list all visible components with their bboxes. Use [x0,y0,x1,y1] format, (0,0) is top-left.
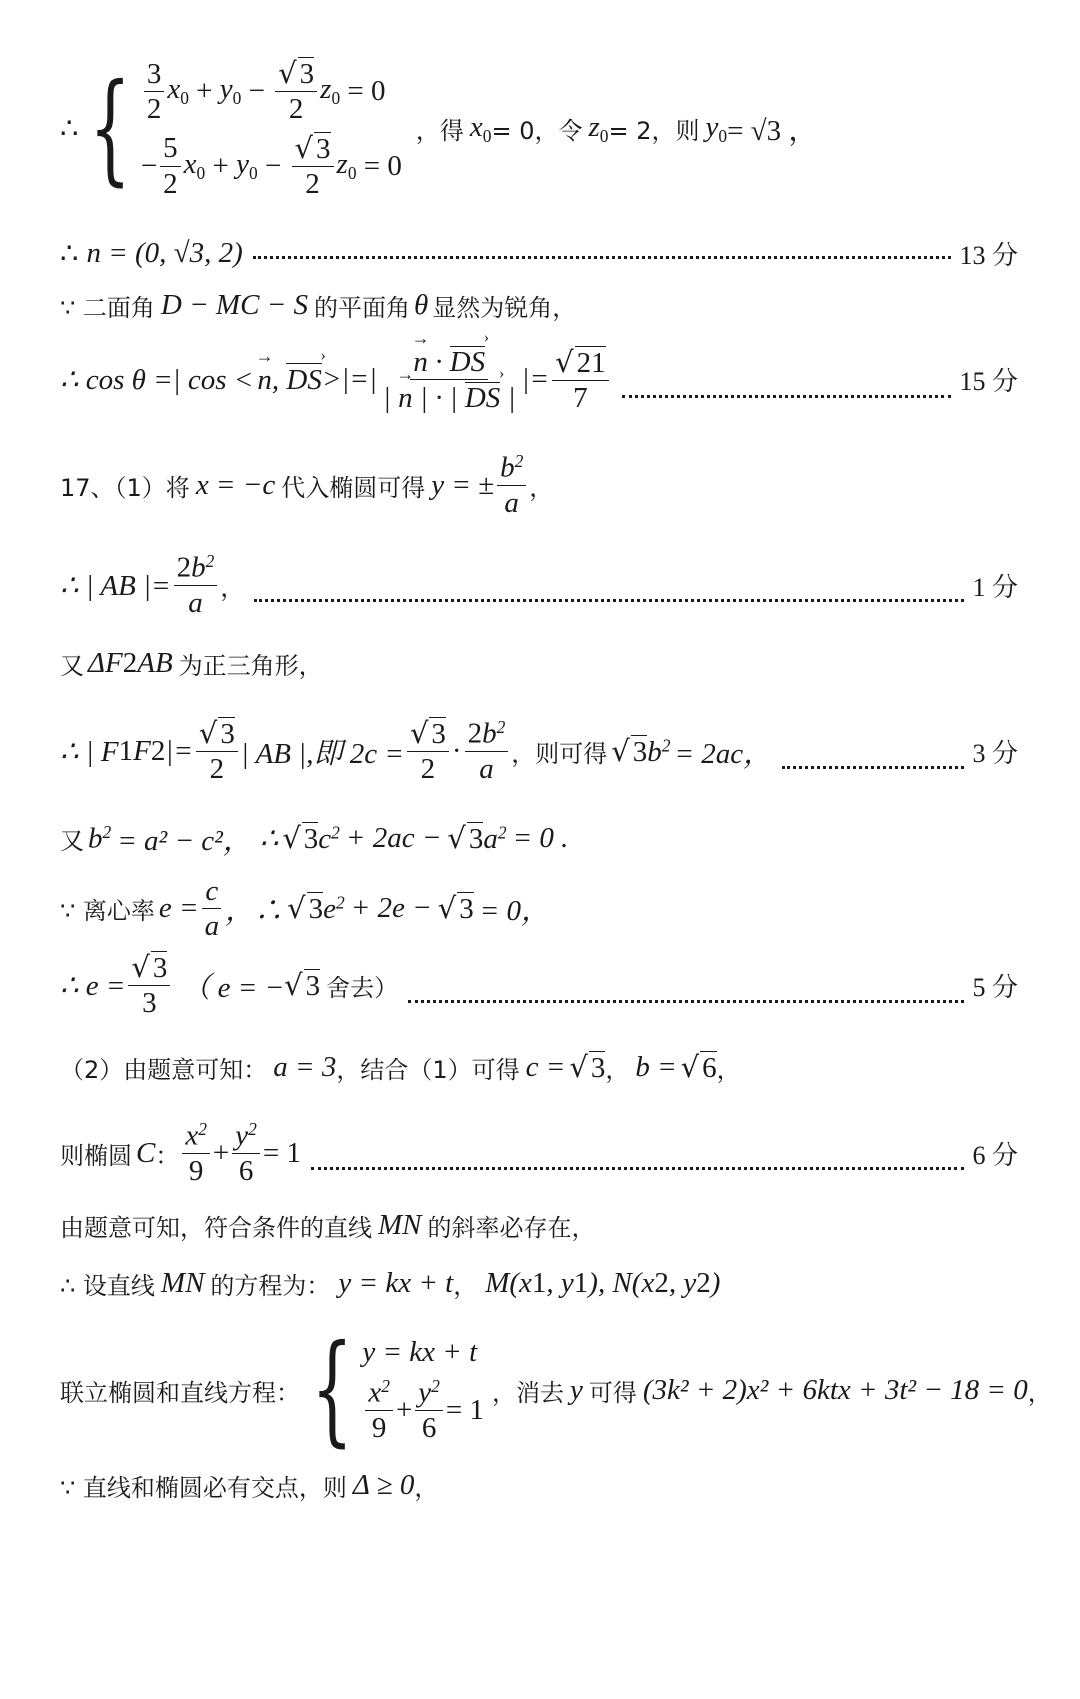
dihedral-angle-line [60,288,1018,323]
text: 则椭圆 [60,1141,132,1170]
question-label: 17、（1）将 [60,473,190,502]
math: θ [414,289,429,321]
math: b = [635,1051,677,1083]
math: y = ± [431,468,495,501]
text: 的平面角 [314,294,410,322]
math: ∴ e = [60,969,126,1002]
text: ∵ 离心率 [60,897,155,926]
e-result-line: ∴ e = $\frac{√ 3}{3}$ （ e = − √ 3 舍去） 5 分 [60,950,1018,1020]
math: MN [160,1267,205,1299]
math: y [569,1373,583,1406]
math: （ e = − [181,971,285,1004]
dot-leader [622,371,952,398]
text: ∵ 直线和椭圆必有交点，则 [60,1474,347,1502]
text: 联立椭圆和直线方程： [60,1378,300,1407]
math: ) [710,1267,721,1299]
system-eq-2: − $\frac{5}{2}$ $x_0$ + $y_0$ − $\frac{√ 3}{2}$ $z_0$ = 0 [140,130,402,201]
equation-system-1: ∴ { $\frac{3}{2}$ $x_0$ + $y_0$ − $\frac{√ 3}{2}$ $z_0$ = 0 − $\frac{5}{2}$ $x_0$ + $y_0$ − $\frac{√ 3}{2}$ $z_0$ = 0 ，得 $x_0$ = 0，令 $z_0$ = 2，则 $y_0$ = √3 ， [60,56,818,201]
math: y = kx + t [338,1267,454,1299]
math: + 2e − [350,892,432,925]
math: x = −c [195,468,276,501]
text: ， [605,1056,630,1084]
text-de: ，得 [415,117,464,146]
cos-fraction: → $\frac{n \cdot DS ›}{| \to n | \cdot | DS › |}$ [380,346,519,414]
system-equations [141,58,402,200]
text: ： [155,1141,180,1170]
math: = 1 [445,1394,484,1426]
text: ， [716,1056,741,1084]
dot-leader [408,976,964,1003]
math: c = [525,1051,566,1083]
math: e = [158,892,199,925]
math: | AB |,即 2c = [240,737,404,770]
math: = 0， [479,895,551,928]
math: , y [546,1267,574,1299]
math: = 1 [262,1136,301,1169]
score-6: 6 分 [972,1140,1018,1170]
text: ，消去 [491,1378,564,1407]
math: · [451,734,462,767]
dot-leader [311,1143,965,1170]
text: ∵ 二面角 [60,294,155,322]
triangle-line: 又 ΔF 2 AB 为正三角形， [60,647,323,680]
math: ΔF [88,647,123,679]
text: ， [220,573,245,602]
therefore: ∴ [60,238,79,271]
normal-vector-line [60,232,1018,275]
score-15: 15 分 [959,367,1018,397]
dot-leader [254,575,964,602]
text: 的斜率必存在， [427,1214,596,1242]
text: ，则可得 [511,739,608,768]
math: ∴ | AB |= [60,569,171,602]
score-13: 13 分 [959,241,1018,271]
mn-slope-line [60,1208,1018,1243]
left-brace: { [89,58,132,198]
math: |= [521,363,550,396]
math: M(x [485,1267,532,1299]
text-x0eq: = 0，令 [491,117,583,146]
text: ， [1027,1378,1052,1407]
math: Δ ≥ 0 [352,1469,415,1501]
text: 代入椭圆可得 [281,473,426,502]
math: = 2ac， [674,737,773,770]
b-squared-line: 又 $b^2$ = a² − c²， ∴ √ $3c^2$ + 2ac − √ $3a^2$ = 0 . [60,818,1018,859]
math: a = 3 [273,1051,337,1083]
ellipse-equation-line: 则椭圆 C ： $\frac{x^2}{9}$ + $\frac{y^2}{6}$ = 1 6 分 [60,1119,1018,1187]
left-brace: { [311,1320,354,1459]
text: 的方程为： [210,1272,331,1300]
q17-line: 17、（1）将 x = −c 代入椭圆可得 y = ± $\frac{b^2}{a}$ ， [60,451,554,519]
math: AB [137,647,173,679]
text: ，结合（1）可得 [336,1056,520,1084]
math: + 2ac − [345,822,442,854]
text-z0eq: = 2，则 [608,117,700,146]
therefore-symbol: ∴ [60,113,79,146]
normal-vector-expr: n = (0, √3, 2) [86,237,243,270]
text: 为正三角形， [178,652,323,680]
dot-leader [782,742,964,769]
math: |= [165,734,193,767]
system-eq-1: $\frac{3}{2}$ $x_0$ + $y_0$ − $\frac{√ 3}{2}$ $z_0$ = 0 [141,58,402,125]
math: = a² − c²， [117,825,252,857]
combined-system-line [60,1320,1052,1459]
math: >|=| [321,363,377,396]
math: = 0 . [512,822,569,854]
math: F [133,734,151,767]
math: D − MC − S [160,289,308,321]
score-1: 1 分 [972,572,1018,602]
text: 又 [60,827,84,855]
text: ∴ 设直线 [60,1272,155,1300]
math: C [136,1136,156,1169]
cos-theta-line: ∴ cos θ =| cos < → n, DS › >|=| → $\frac{n \cdot DS ›}{| \to n | \cdot | DS › |}$ |= $\frac{√ 21}{7}$ 15 分 [60,346,1018,414]
ab-length-line: ∴ | AB |= $\frac{2b^2}{a}$ ， 1 分 [60,551,1018,619]
part2-line: （2）由题意可知： a = 3 ，结合（1）可得 c = √ 3 ， b = √ 6 ， [60,1050,741,1084]
score-5: 5 分 [972,972,1018,1002]
text: ， [529,473,554,502]
math: , y [668,1267,697,1299]
text: 由题意可知，符合条件的直线 [60,1214,372,1242]
intersection-line [60,1468,1018,1503]
text: 舍去） [326,973,399,1002]
math: ), N(x [588,1267,655,1299]
text: （2）由题意可知： [60,1056,268,1084]
eccentricity-line: ∵ 离心率 e = $\frac{c}{a}$ ，∴ √ $3e^2$ + 2e − √ 3 = 0， [60,875,551,943]
math: ，∴ [225,895,284,928]
text: 又 [60,652,84,680]
text-y0eq: = √3 ， [727,115,818,148]
text: ， [414,1474,439,1502]
math: ∴ [259,823,279,855]
system-equations: y = kx + t $\frac{x^2}{9}$ + $\frac{y^2}{6}$ = 1 [362,1336,484,1445]
f1f2-line: ∴ | F 1 F 2 |= $\frac{√ 3}{2}$ | AB |,即 2c = $\frac{√ 3}{2}$ · $\frac{2b^2}{a}$ ，则可得 √ $3b^2$ = 2ac， 3 分 [60,716,1018,786]
math: (3k² + 2)x² + 6ktx + 3t² − 18 = 0 [642,1373,1028,1406]
text: ， [453,1272,478,1300]
text: 可得 [588,1378,637,1407]
set-line-mn: ∴ 设直线 MN 的方程为： y = kx + t ， M(x 1 , y 1 ), N(x 2 , y 2 ) [60,1267,721,1300]
score-3: 3 分 [972,738,1018,768]
dot-leader [253,232,952,259]
math: ∴ cos θ =| cos < [60,364,254,397]
math: MN [378,1209,422,1241]
math: ∴ | F [60,735,119,768]
text: 显然为锐角， [432,294,577,322]
math: y = kx + t [362,1336,478,1369]
